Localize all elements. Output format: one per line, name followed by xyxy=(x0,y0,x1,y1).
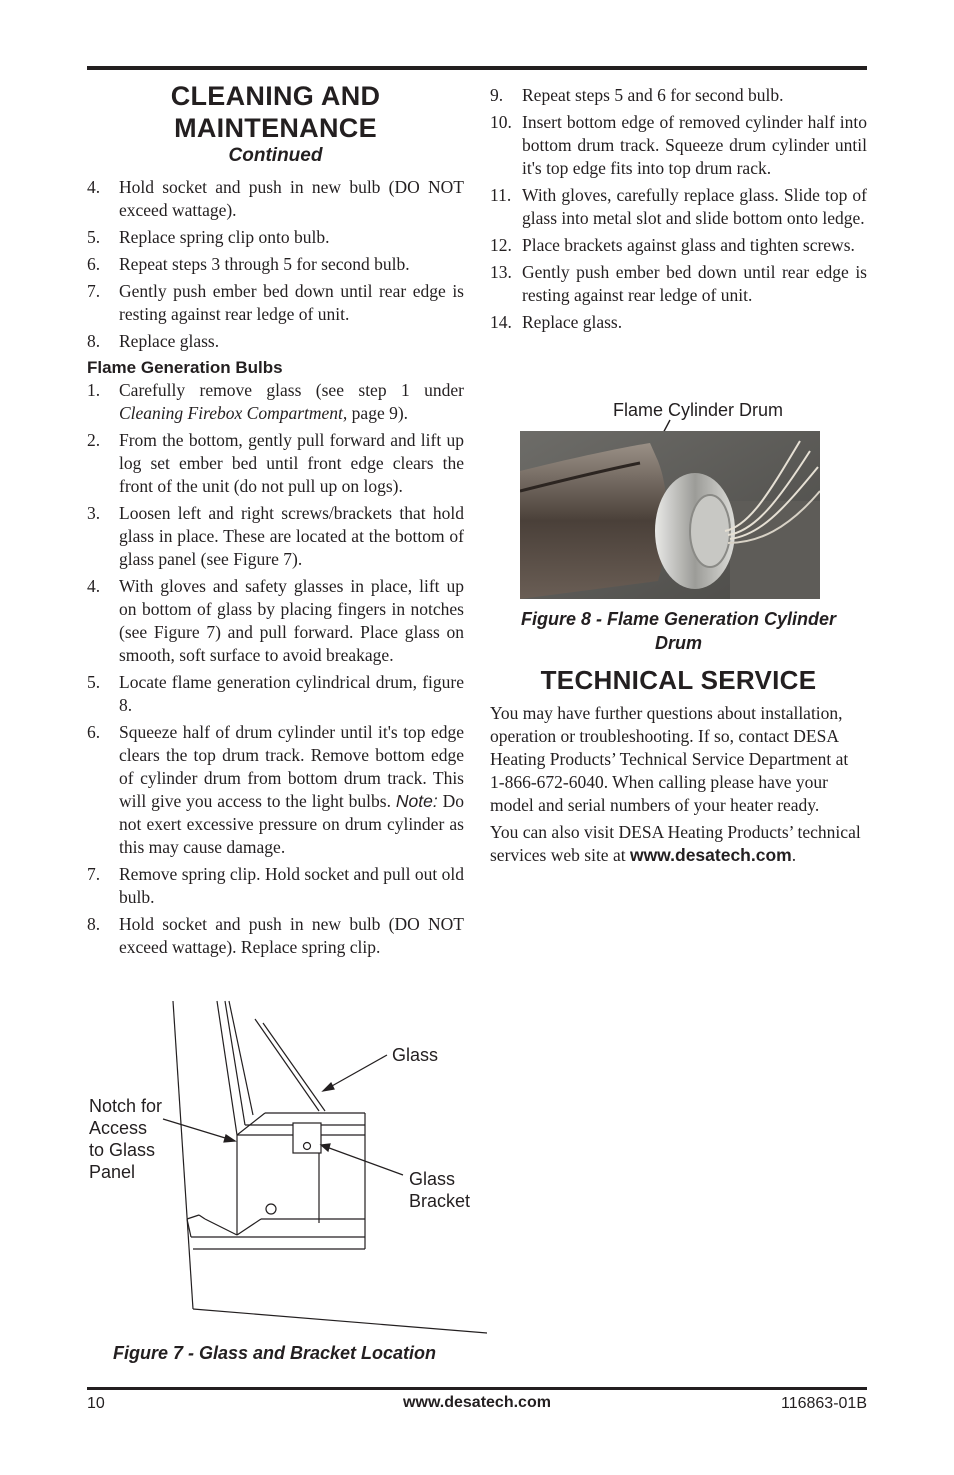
figure-7 xyxy=(87,995,487,1375)
step-text: Do not exert excessive pressure on drum cylinder as this may cause damage. xyxy=(119,791,465,857)
list-item xyxy=(87,721,464,859)
list-item xyxy=(87,502,464,571)
figure-8-caption-line: Figure 8 - Flame Generation Cylinder xyxy=(520,609,837,629)
list-item xyxy=(87,176,464,222)
step-number: 7. xyxy=(87,864,101,884)
step-number: 4. xyxy=(87,177,101,197)
label-bracket-line: Bracket xyxy=(409,1191,471,1211)
figure-8-caption-line: Drum xyxy=(654,633,702,653)
list-item xyxy=(87,575,464,667)
step-number: 4. xyxy=(87,576,101,596)
figure-7-caption: Figure 7 - Glass and Bracket Location xyxy=(112,1343,437,1363)
label-notch-line: to Glass xyxy=(89,1140,156,1160)
label-bracket xyxy=(409,1168,470,1212)
steps-list-a xyxy=(87,176,464,353)
label-notch-line: Access xyxy=(89,1118,148,1138)
note-label: Note: xyxy=(395,791,438,811)
list-item xyxy=(87,913,464,959)
list-item xyxy=(87,330,464,353)
list-item xyxy=(87,226,464,249)
right-column xyxy=(490,84,867,338)
step-text: Place brackets against glass and tighten screws. xyxy=(522,235,855,255)
step-text: Insert bottom edge of removed cylinder half into bottom drum track. Squeeze drum cylinder until it's top edge fits into top drum rack. xyxy=(522,112,867,178)
step-text: With gloves, carefully replace glass. Slide top of glass into metal slot and slide bottom onto ledge. xyxy=(522,185,867,228)
step-text: Replace glass. xyxy=(119,331,220,351)
web-link[interactable]: www.desatech.com xyxy=(629,845,792,865)
step-text: Locate flame generation cylindrical drum, figure 8. xyxy=(119,672,464,715)
step-text: Replace spring clip onto bulb. xyxy=(119,227,330,247)
list-item xyxy=(87,671,464,717)
list-item xyxy=(87,429,464,498)
footer-url[interactable]: www.desatech.com xyxy=(403,1394,551,1411)
title-line1: CLEANING AND xyxy=(170,81,381,111)
document-number: 116863-01B xyxy=(781,1395,867,1412)
step-number: 1. xyxy=(87,380,101,400)
step-text: Hold socket and push in new bulb (DO NOT exceed wattage). Replace spring clip. xyxy=(119,914,464,957)
steps-list-right xyxy=(490,84,867,334)
step-text: Loosen left and right screws/brackets that hold glass in place. These are located at the bottom of glass panel (see Figure 7). xyxy=(119,503,464,569)
step-number: 2. xyxy=(87,430,101,450)
step-number: 5. xyxy=(87,672,101,692)
step-text: page 9). xyxy=(347,403,409,423)
list-item xyxy=(87,253,464,276)
label-notch-line: Notch for xyxy=(89,1096,163,1116)
step-number: 10. xyxy=(490,112,512,132)
step-text: Hold socket and push in new bulb (DO NOT exceed wattage). xyxy=(119,177,464,220)
list-item xyxy=(490,84,867,107)
step-number: 13. xyxy=(490,262,512,282)
list-item xyxy=(490,111,867,180)
tech-service-title: TECHNICAL SERVICE xyxy=(540,665,817,695)
list-item xyxy=(490,234,867,257)
title-line2: MAINTENANCE xyxy=(174,113,377,143)
continued-label: Continued xyxy=(228,145,323,166)
step-text: From the bottom, gently pull forward and lift up log set ember bed until front edge clears the front of the unit (do not pull up on logs). xyxy=(119,430,464,496)
list-item xyxy=(87,379,464,425)
figure-8 xyxy=(490,396,867,656)
label-notch-line: Panel xyxy=(89,1162,136,1182)
section-title xyxy=(87,80,464,144)
step-text: Squeeze half of drum cylinder until it's top edge clears the top drum track. Remove bottom edge of cylinder drum from bottom drum track. This will give you access to the light bulbs. xyxy=(119,722,464,811)
step-text: Gently push ember bed down until rear edge is resting against rear ledge of unit. xyxy=(522,262,867,305)
step-text: With gloves and safety glasses in place, lift up on bottom of glass by placing fingers in notches (see Figure 7) and pull forward. Place glass on smooth, soft surface to avoid breakage. xyxy=(119,576,464,665)
step-text: Repeat steps 3 through 5 for second bulb. xyxy=(119,254,410,274)
step-number: 8. xyxy=(87,331,101,351)
step-text: Repeat steps 5 and 6 for second bulb. xyxy=(522,85,784,105)
step-number: 5. xyxy=(87,227,101,247)
step-number: 9. xyxy=(490,85,504,105)
technical-service xyxy=(490,664,867,871)
top-rule xyxy=(87,66,867,70)
step-number: 11. xyxy=(490,185,512,205)
step-text: Remove spring clip. Hold socket and pull out old bulb. xyxy=(119,864,464,907)
list-item xyxy=(87,863,464,909)
list-item xyxy=(490,261,867,307)
web-text-end: . xyxy=(791,845,797,865)
page-number: 10 xyxy=(87,1395,105,1412)
label-notch xyxy=(89,1095,162,1183)
step-number: 12. xyxy=(490,235,512,255)
step-number: 14. xyxy=(490,312,512,332)
steps-list-b xyxy=(87,379,464,959)
bottom-rule xyxy=(87,1387,867,1390)
step-text: Gently push ember bed down until rear edge is resting against rear ledge of unit. xyxy=(119,281,464,324)
step-number: 8. xyxy=(87,914,101,934)
label-bracket-line: Glass xyxy=(409,1169,456,1189)
label-glass: Glass xyxy=(392,1045,439,1065)
figure-8-caption xyxy=(490,607,867,655)
step-text: Carefully remove glass (see step 1 under xyxy=(119,380,464,400)
photo-label: Flame Cylinder Drum xyxy=(613,400,784,420)
tech-service-paragraph: You may have further questions about installation, operation or troubleshooting. If so, contact DESA Heating Products’ Technical Service Department at 1-866-672-6040. When calling please have your model and serial numbers of your heater ready. xyxy=(490,703,849,815)
list-item xyxy=(490,184,867,230)
step-text: Replace glass. xyxy=(522,312,623,332)
step-number: 7. xyxy=(87,281,101,301)
step-reference: Cleaning Firebox Compartment, xyxy=(119,403,348,423)
web-text: You can also visit DESA Heating Products’ technical services web site at xyxy=(490,822,861,865)
step-number: 6. xyxy=(87,254,101,274)
list-item xyxy=(490,311,867,334)
left-column xyxy=(87,80,464,963)
step-number: 6. xyxy=(87,722,101,742)
list-item xyxy=(87,280,464,326)
subheading-flame-bulbs: Flame Generation Bulbs xyxy=(87,358,283,377)
tech-service-paragraph-web xyxy=(490,821,867,867)
flame-cylinder-photo xyxy=(520,431,820,599)
step-number: 3. xyxy=(87,503,101,523)
